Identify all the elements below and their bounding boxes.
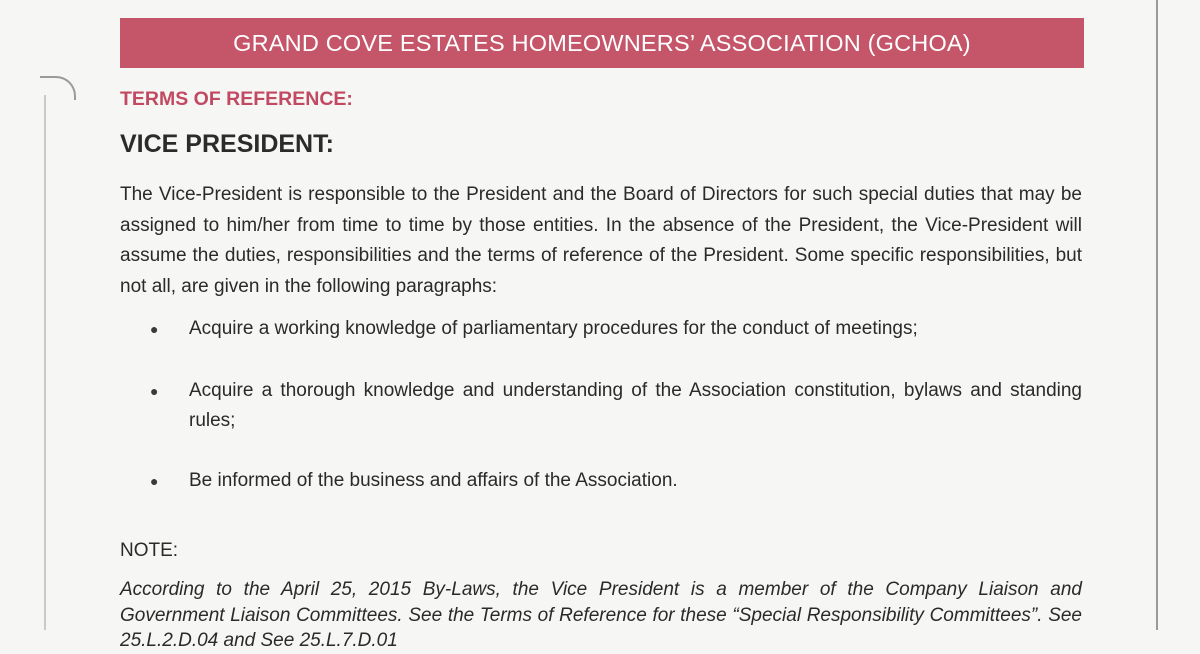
punch-hole-mark (40, 76, 76, 100)
intro-paragraph: The Vice-President is responsible to the President and the Board of Directors for such special duties that may be assigned to him/her from time to time by those entities. In the absence of the President, the Vice-President will assume the duties, responsibilities and the terms of reference of the President. Some specific responsibilities, but not all, are given in the following paragraphs: (120, 184, 1082, 297)
bullet-icon: ● (150, 383, 159, 399)
note-text: According to the April 25, 2015 By-Laws, the Vice President is a member of the Company Liaison and Government Liaison Committees. See the Terms of Reference for these “Special Responsibility Committees”. See 25.L.2.D.04 and See 25.L.7.D.01 (120, 579, 1082, 651)
association-banner: GRAND COVE ESTATES HOMEOWNERS’ ASSOCIATION (GCHOA) (120, 18, 1084, 68)
responsibility-item (150, 466, 1082, 496)
role-heading: VICE PRESIDENT: (120, 130, 334, 158)
page-edge-left (44, 95, 46, 630)
bullet-icon: ● (150, 321, 159, 337)
responsibility-text: Be informed of the business and affairs of the Association. (189, 470, 678, 491)
terms-of-reference-heading: TERMS OF REFERENCE: (120, 88, 353, 110)
responsibility-text: Acquire a working knowledge of parliamentary procedures for the conduct of meetings; (189, 318, 918, 339)
responsibility-text: Acquire a thorough knowledge and understanding of the Association constitution, bylaws and standing rules; (189, 380, 1082, 431)
note-label: NOTE: (120, 540, 179, 561)
responsibility-item (150, 376, 1082, 436)
page-edge-right (1156, 0, 1158, 630)
responsibility-item (150, 314, 1082, 344)
bullet-icon: ● (150, 473, 159, 489)
